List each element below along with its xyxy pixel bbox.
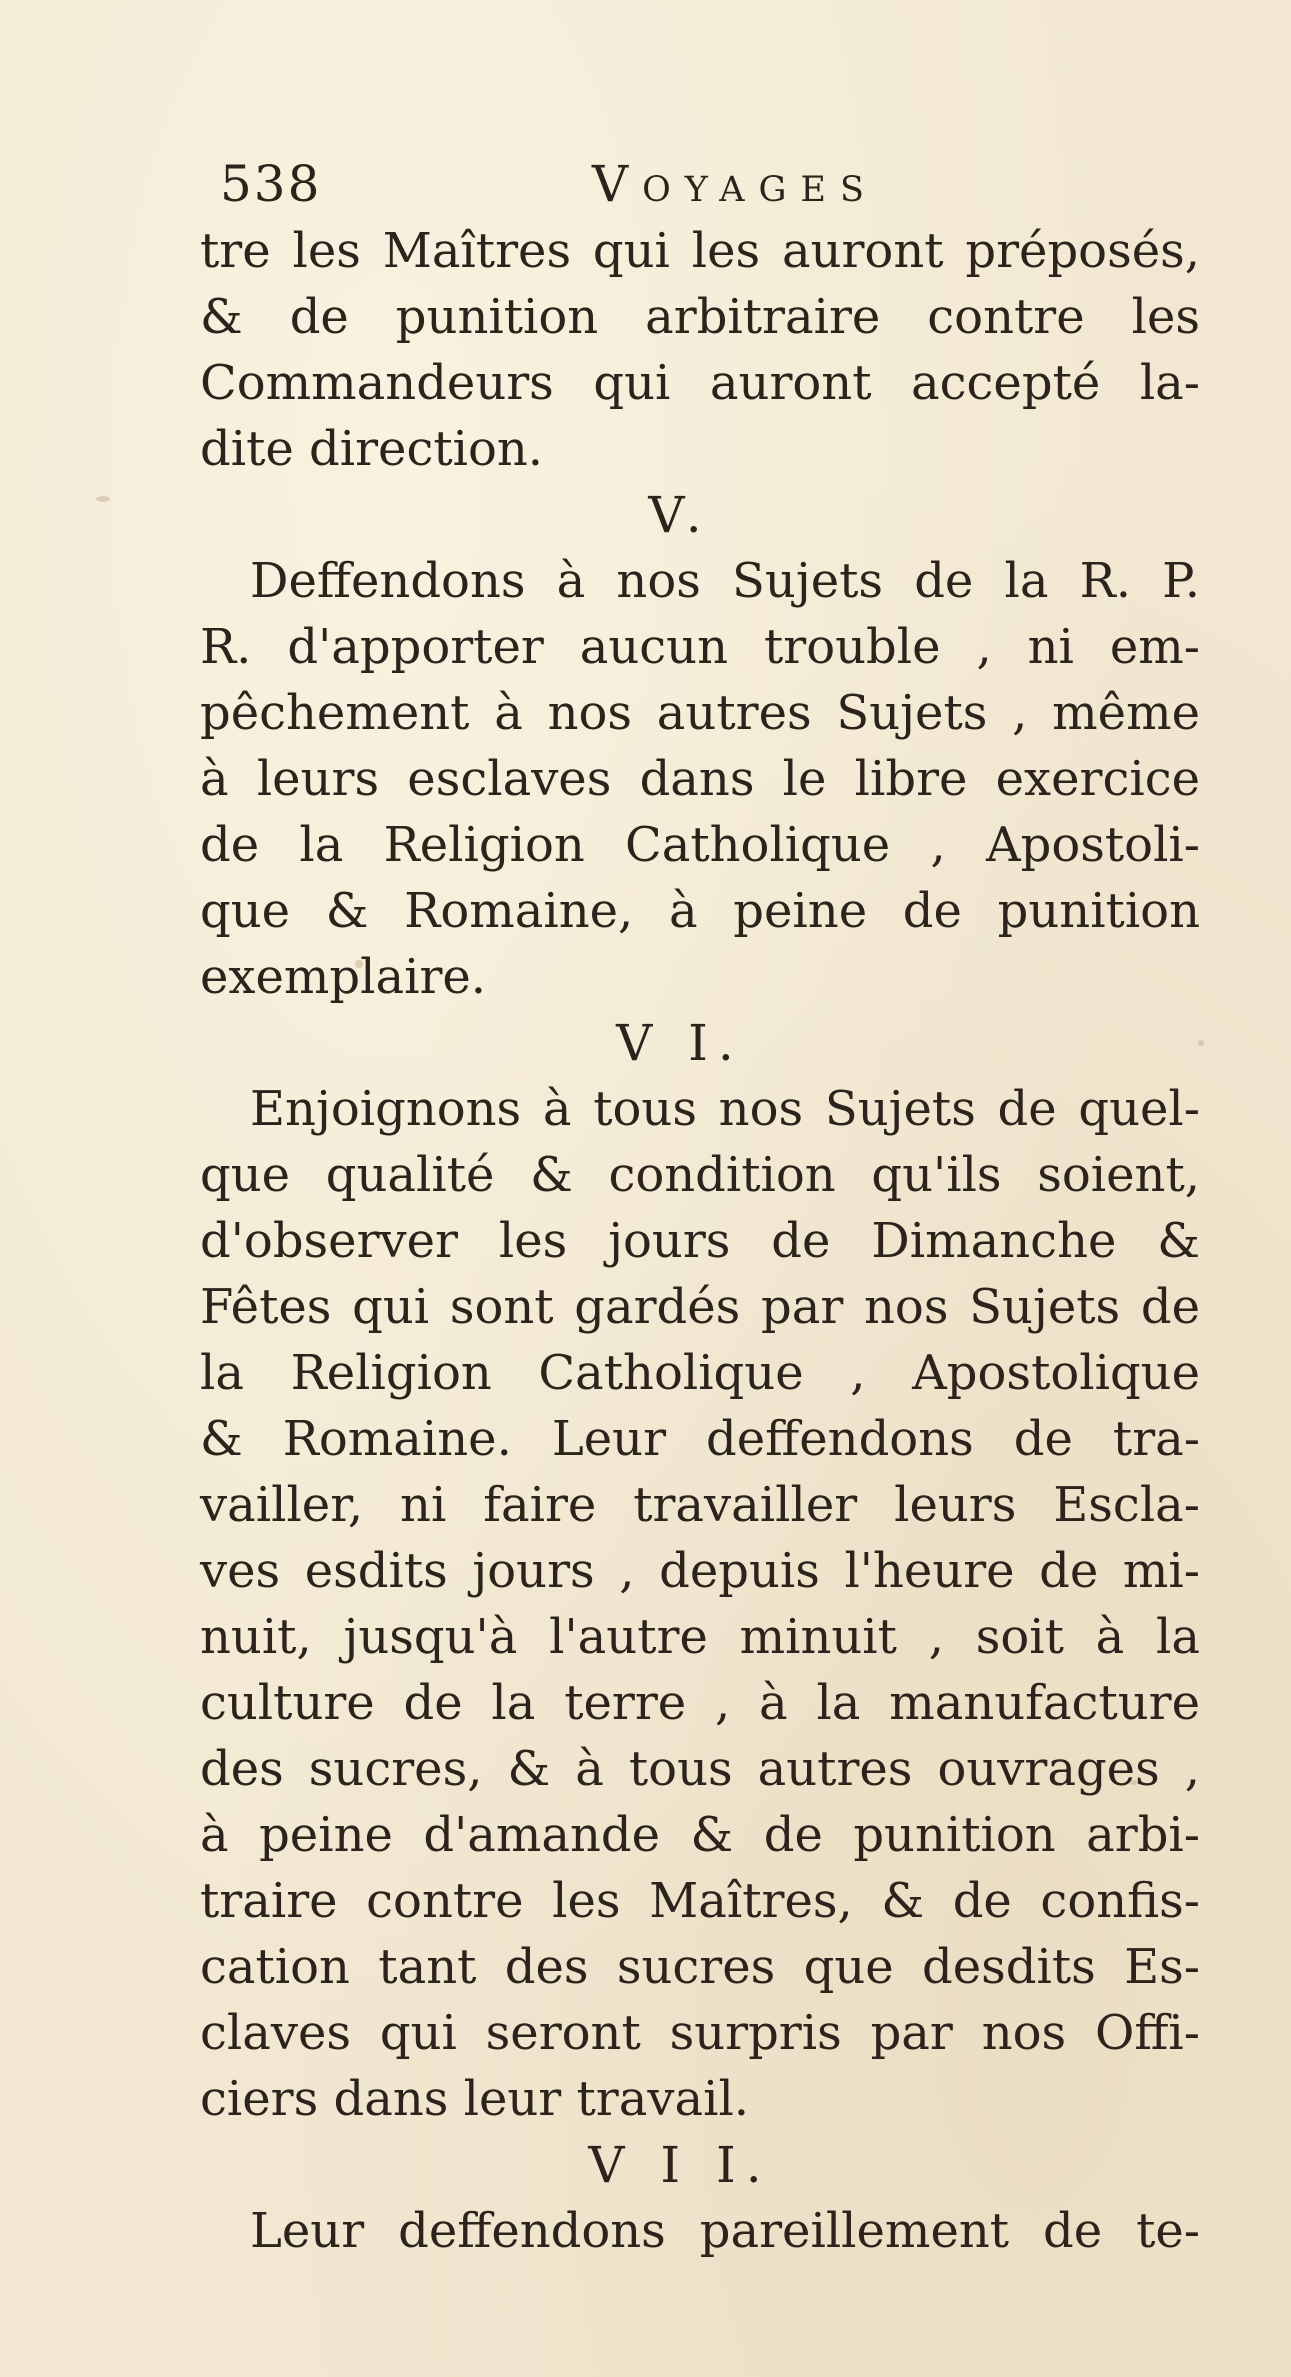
text-line: que qualité & condition qu'ils soient,: [200, 1147, 1200, 1203]
page-header: [200, 150, 1200, 218]
text-line: la Religion Catholique , Apostolique: [200, 1345, 1200, 1401]
paragraph-continued: [200, 218, 1200, 482]
text-line: cation tant des sucres que desdits Es-: [200, 1939, 1200, 1995]
text-line: Commandeurs qui auront accepté la-: [200, 355, 1200, 411]
text-line: claves qui seront surpris par nos Offi-: [200, 2005, 1200, 2061]
text-line: à peine d'amande & de punition arbi-: [200, 1807, 1200, 1863]
book-page: [200, 150, 1200, 2264]
text-line: nuit, jusqu'à l'autre minuit , soit à la: [200, 1609, 1200, 1665]
section-heading: V I.: [616, 1014, 744, 1072]
text-line: & de punition arbitraire contre les: [200, 289, 1200, 345]
text-line: traire contre les Maîtres, & de confis-: [200, 1873, 1200, 1929]
text-line: tre les Maîtres qui les auront préposés,: [200, 223, 1200, 279]
text-line: d'observer les jours de Dimanche &: [200, 1213, 1200, 1269]
text-line: pêchement à nos autres Sujets , même: [200, 685, 1200, 741]
text-line: vailler, ni faire travailler leurs Escla-: [200, 1477, 1200, 1533]
article-vi: [200, 1010, 1200, 2132]
section-heading: V.: [648, 486, 712, 544]
text-line: des sucres, & à tous autres ouvrages ,: [200, 1741, 1200, 1797]
text-line: Deffendons à nos Sujets de la R. P.: [250, 553, 1200, 609]
text-line: & Romaine. Leur deffendons de tra-: [200, 1411, 1200, 1467]
text-line: Enjoignons à tous nos Sujets de quel-: [250, 1081, 1200, 1137]
text-line: dite direction.: [200, 421, 544, 477]
text-line: ciers dans leur travail.: [200, 2071, 750, 2127]
text-line: Leur deffendons pareillement de te-: [250, 2203, 1200, 2259]
article-vii: [200, 2132, 1200, 2264]
text-line: R. d'apporter aucun trouble , ni em-: [200, 619, 1200, 675]
running-title: Voyages: [592, 155, 878, 213]
text-line: ves esdits jours , depuis l'heure de mi-: [200, 1543, 1200, 1599]
text-line: que & Romaine, à peine de punition: [200, 883, 1200, 939]
article-v: [200, 482, 1200, 1010]
section-heading: V I I.: [588, 2136, 772, 2194]
text-line: de la Religion Catholique , Apostoli-: [200, 817, 1200, 873]
text-line: Fêtes qui sont gardés par nos Sujets de: [200, 1279, 1200, 1335]
text-line: exemplaire.: [200, 949, 487, 1005]
page-number: 538: [220, 155, 322, 213]
text-line: à leurs esclaves dans le libre exercice: [200, 751, 1200, 807]
text-line: culture de la terre , à la manufacture: [200, 1675, 1200, 1731]
